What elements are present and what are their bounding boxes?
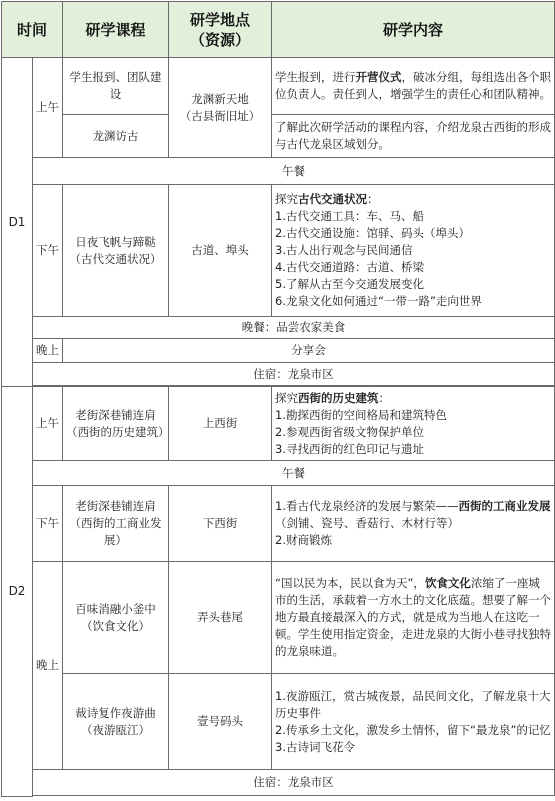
table-row: [2, 387, 555, 461]
course-d2-night-tour: 裁诗复作夜游曲（夜游瓯江）: [63, 674, 169, 770]
course-d2-food: 百味消融小釜中（饮食文化）: [63, 562, 169, 674]
table-row: [2, 339, 555, 363]
content-d2-food-topic: 饮食文化: [424, 576, 471, 590]
course-d1-transport: 日夜飞帆与蹄鞑（古代交通状况）: [63, 185, 169, 317]
period-d2-eve: 晚上: [33, 562, 63, 770]
header-time: 时间: [2, 2, 63, 58]
table-row: [2, 674, 555, 770]
table-row: [2, 461, 555, 486]
content-d1-transport-intro: [275, 191, 551, 208]
content-d1-transport-intro-c: ：: [367, 192, 379, 206]
content-d2-night-tour: [272, 674, 555, 770]
content-d2-commerce: [272, 486, 555, 562]
content-d2-food-a: “国以民为本，民以食为天”，: [275, 576, 425, 590]
place-d1-pm: 古道、埠头: [169, 185, 272, 317]
content-d2-commerce-topic: 西街的工商业发展: [458, 499, 551, 513]
place-d2-food: 弄头巷尾: [169, 562, 272, 674]
place-d1-am: [169, 58, 272, 158]
list-item: 2.古代交通设施：馆驿、码头（埠头）: [275, 226, 470, 240]
content-d1-registration-a: 学生报到，进行: [275, 70, 356, 84]
place-d1-am-line1: 龙渊新天地: [191, 91, 249, 106]
table-row: [2, 562, 555, 674]
list-item: 2.传承乡土文化，激发乡土情怀，留下“最龙泉”的记忆: [275, 722, 551, 737]
course-d1-registration: 学生报到、团队建设: [63, 58, 169, 115]
content-d1-visit: 了解此次研学活动的课程内容，介绍龙泉古西街的形成与古代龙泉区域划分。: [272, 115, 555, 158]
content-d1-registration-c: ，破冰分组，每组选出各个职位负责人。责任到人，增强学生的责任心和团队精神。: [275, 70, 552, 101]
list-item: 3.寻找西街的红色印记与遗址: [275, 441, 424, 456]
course-d2-commerce: 老街深巷铺连肩（西街的工商业发展）: [63, 486, 169, 562]
table-row: [2, 185, 555, 317]
content-d2-commerce-c: （剑铺、瓷号、香菇行、木材行等）: [275, 516, 460, 530]
content-d2-architecture: [272, 387, 555, 461]
table-row: [2, 770, 555, 796]
itinerary-table: [1, 1, 555, 797]
course-d2-architecture: 老街深巷铺连肩（西街的历史建筑）: [63, 387, 169, 461]
activity-d1-evening: 分享会: [63, 339, 555, 363]
day-label-d1: D1: [2, 58, 33, 387]
place-d2-night-tour: 壹号码头: [169, 674, 272, 770]
content-d2-food-c: 浓缩了一座城市的生活，承载着一方水土的文化底蕴。想要了解一个地方最直接最深入的方式，就是成为当地人在这吃一顿。学生使用指定资金，走进龙泉的大街小巷寻找独特的龙泉味道。: [275, 576, 552, 658]
period-d1-eve: 晚上: [33, 339, 63, 363]
table-row: [2, 115, 555, 158]
period-d1-pm: 下午: [33, 185, 63, 317]
place-d2-pm: 下西街: [169, 486, 272, 562]
list-item: [275, 498, 551, 532]
header-place-line1: 研学地点: [190, 10, 251, 29]
list-item: 2.参观西街省级文物保护单位: [275, 424, 424, 439]
content-d1-transport-intro-a: 探究: [275, 192, 299, 206]
period-d2-am: 上午: [33, 387, 63, 461]
list-item: 3.古诗词飞花令: [275, 739, 355, 754]
place-d1-am-line2: （古县衙旧址）: [179, 108, 261, 123]
content-d2-architecture-intro-c: ：: [378, 390, 391, 405]
header-place: [169, 2, 272, 58]
stay-d1: 住宿：龙泉市区: [33, 363, 555, 386]
content-d1-transport-topic: 古代交通状况: [298, 192, 368, 206]
list-item: 4.古代交通道路：古道、桥梁: [275, 260, 424, 274]
content-d1-transport: [272, 185, 555, 317]
course-d1-visit: 龙渊访古: [63, 115, 169, 158]
list-item: 1.勘探西街的空间格局和建筑特色: [275, 407, 447, 422]
meal-d1-lunch: 午餐: [33, 158, 555, 185]
content-d2-commerce-a: 1.看古代龙泉经济的发展与繁荣——: [275, 499, 459, 513]
content-d1-opening-ceremony: 开营仪式: [355, 70, 402, 84]
list-item: 3.古人出行观念与民间通信: [275, 243, 413, 257]
table-row: [2, 158, 555, 185]
list-item: 6.龙泉文化如何通过“一带一路”走向世界: [275, 294, 482, 308]
list-item: 1.夜游瓯江，赏古城夜景，品民间文化，了解龙泉十大历史事件: [275, 688, 551, 720]
list-item: 1.古代交通工具：车、马、船: [275, 209, 424, 223]
table-row: [2, 317, 555, 339]
header-row: [2, 2, 555, 58]
list-item: 2.财商锻炼: [275, 533, 332, 547]
table-row: [2, 486, 555, 562]
header-course: 研学课程: [63, 2, 169, 58]
content-d2-food: [272, 562, 555, 674]
header-place-line2: （资源）: [190, 30, 251, 49]
period-d1-am: 上午: [33, 58, 63, 158]
content-d1-registration: [272, 58, 555, 115]
content-d2-architecture-intro-a: 探究: [275, 390, 299, 405]
stay-d2: 住宿：龙泉市区: [33, 770, 555, 796]
period-d2-pm: 下午: [33, 486, 63, 562]
meal-d1-dinner: 晚餐：品尝农家美食: [33, 317, 555, 339]
table-row: [2, 363, 555, 386]
meal-d2-lunch: 午餐: [33, 461, 555, 486]
day-label-d2: D2: [2, 387, 33, 797]
header-content: 研学内容: [272, 2, 555, 58]
table-row: [2, 58, 555, 115]
place-d2-am: 上西街: [169, 387, 272, 461]
list-item: 5.了解从古至今交通发展变化: [275, 277, 424, 291]
content-d2-architecture-topic: 西街的历史建筑: [298, 390, 379, 405]
content-d2-architecture-intro: [275, 390, 551, 407]
